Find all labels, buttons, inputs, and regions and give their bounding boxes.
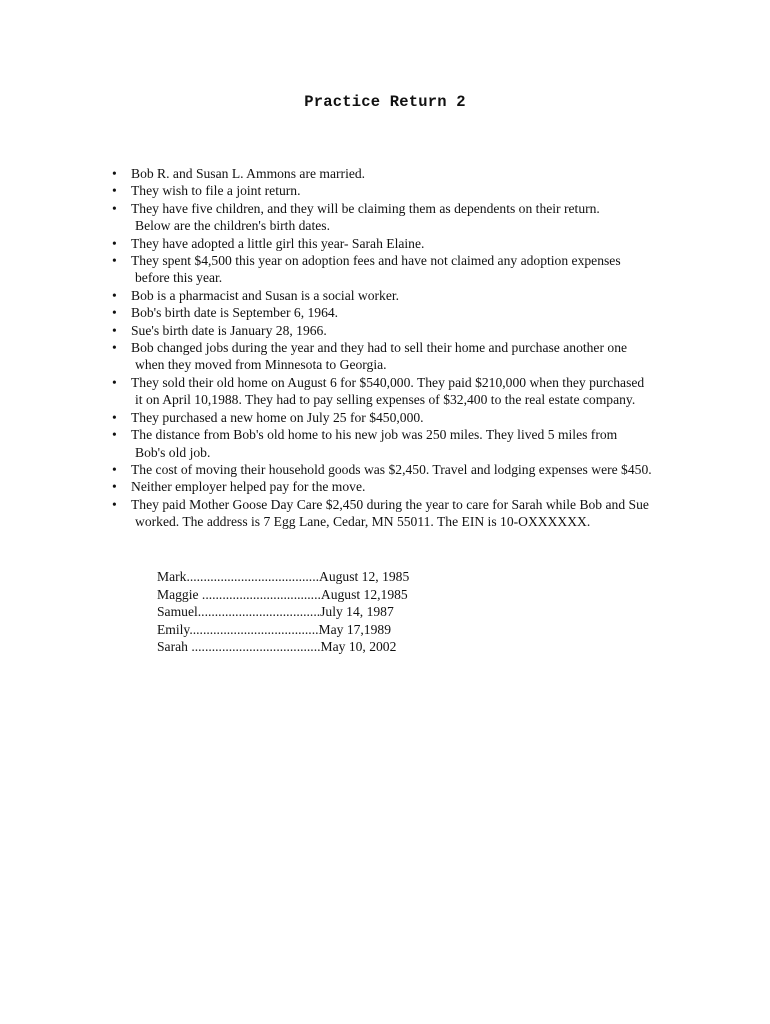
list-item: • They spent $4,500 this year on adoption fees and have not claimed any adoption expenses before this year.	[112, 253, 621, 286]
bullet-icon: •	[112, 374, 117, 390]
list-item: • They purchased a new home on July 25 for $450,000.	[112, 409, 424, 425]
dot-leader: ....................................	[197, 604, 321, 620]
bullet-icon: •	[112, 322, 117, 338]
facts-bullet-list	[112, 165, 672, 531]
bullet-icon: •	[112, 305, 117, 321]
child-name: Mark	[157, 569, 187, 584]
child-row	[157, 638, 409, 656]
bullet-icon: •	[112, 183, 117, 199]
dot-leader: .......................................	[186, 569, 319, 584]
child-name: Sarah	[157, 639, 188, 655]
list-item: • The distance from Bob's old home to his new job was 250 miles. They lived 5 miles from Bob's old job.	[112, 427, 618, 460]
bullet-icon: •	[112, 200, 117, 216]
child-birth-date: August 12,1985	[320, 586, 408, 602]
list-item: • Bob changed jobs during the year and they had to sell their home and purchase another one when they moved from Minnesota to Georgia.	[112, 340, 628, 373]
dot-leader: ...................................	[198, 586, 321, 602]
list-item: • Sue's birth date is January 28, 1966.	[112, 322, 327, 338]
child-birth-date: August 12, 1985	[319, 569, 410, 584]
bullet-icon: •	[112, 479, 117, 495]
bullet-icon: •	[112, 427, 117, 443]
bullet-icon: •	[112, 166, 117, 181]
child-birth-date: July 14, 1987	[320, 604, 394, 620]
child-name: Samuel	[157, 604, 198, 620]
bullet-icon: •	[112, 461, 117, 477]
bullet-icon: •	[112, 340, 117, 356]
bullet-icon: •	[112, 235, 117, 251]
list-item: • They have five children, and they will be claiming them as dependents on their return. Below are the children's birth dates.	[112, 200, 600, 234]
list-item: • The cost of moving their household goods was $2,450. Travel and lodging expenses were $450.	[112, 461, 652, 477]
list-item: • They paid Mother Goose Day Care $2,450 during the year to care for Sarah while Bob and Sue worked. The address is 7 Egg Lane, Cedar, MN 55011. The EIN is 10-OXXXXXX.	[112, 496, 649, 530]
bullet-icon: •	[112, 253, 117, 269]
child-row	[157, 621, 409, 639]
list-item: • They sold their old home on August 6 for $540,000. They paid $210,000 when they purchased it on April 10,1988. They had to pay selling expenses of $32,400 to the real estate company.	[112, 374, 645, 408]
child-birth-date: May 10, 2002	[320, 639, 397, 655]
child-name: Maggie	[157, 586, 199, 602]
list-item: • Neither employer helped pay for the move.	[112, 479, 366, 495]
list-item: • Bob R. and Susan L. Ammons are married.	[112, 166, 366, 181]
list-item: • Bob is a pharmacist and Susan is a social worker.	[112, 287, 400, 303]
dot-leader: ......................................	[189, 621, 319, 637]
child-birth-date: May 17,1989	[318, 621, 391, 637]
children-birth-dates	[157, 568, 409, 656]
list-item: • They have adopted a little girl this year- Sarah Elaine.	[112, 235, 425, 251]
child-row	[157, 586, 409, 604]
bullet-icon: •	[112, 409, 117, 425]
page-title: Practice Return 2	[304, 93, 466, 111]
bullet-icon: •	[112, 287, 117, 303]
list-item: • They wish to file a joint return.	[112, 183, 301, 199]
dot-leader: ......................................	[187, 639, 321, 655]
bullet-icon: •	[112, 496, 117, 512]
list-item: • Bob's birth date is September 6, 1964.	[112, 305, 339, 321]
child-name: Emily	[157, 621, 190, 637]
child-row	[157, 568, 409, 586]
child-row	[157, 603, 409, 621]
